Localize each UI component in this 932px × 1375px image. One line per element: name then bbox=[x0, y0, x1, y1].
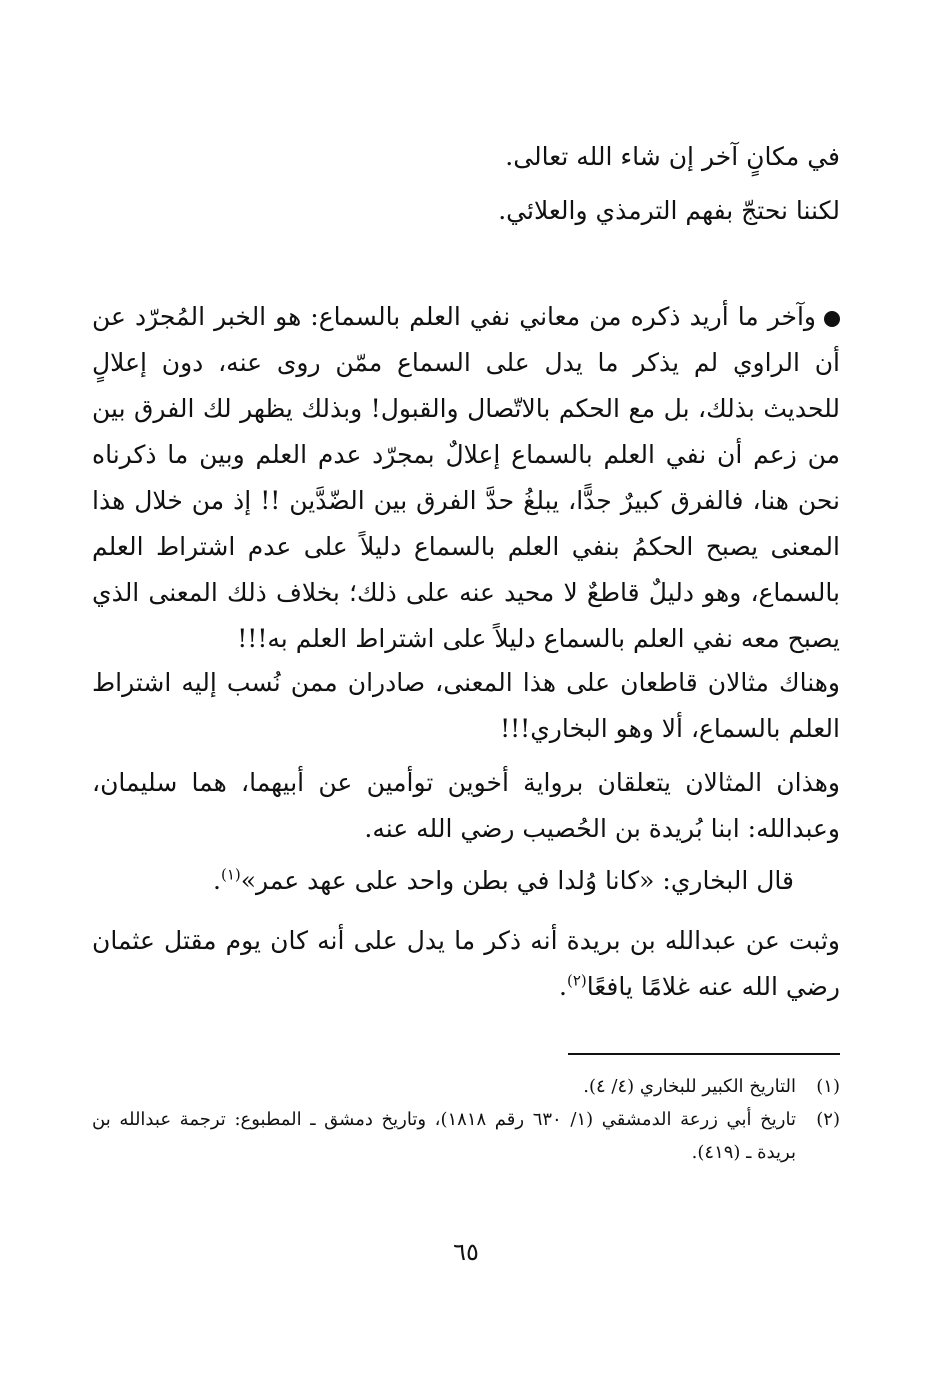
footnote-ref-1: (١) bbox=[220, 865, 241, 884]
footnote-text: التاريخ الكبير للبخاري (٤/ ٤). bbox=[583, 1076, 796, 1097]
bukhari-quote-end: . bbox=[213, 866, 221, 895]
book-page bbox=[92, 0, 840, 1375]
footnote-item bbox=[92, 1070, 840, 1103]
main-paragraph-text: وآخر ما أريد ذكره من معاني نفي العلم بالسماع: هو الخبر المُجرّد عن أن الراوي لم يذكر ما يدل على السماع ممّن روى عنه، دون إعلالٍ للحديث بذلك، بل مع الحكم بالاتّصال والقبول! وبذلك يظهر لك الفرق بين من زعم أن نفي العلم بالسماع إعلالٌ بمجرّد عدم العلم وبين ما ذكرناه نحن هنا، فالفرق كبيرٌ جدًّا، يبلغُ حدَّ الفرق بين الضّدَّين !! إذ من خلال هذا المعنى يصبح الحكمُ بنفي العلم بالسماع دليلاً على عدم اشتراط العلم بالسماع، وهو دليلٌ قاطعٌ لا محيد عنه على ذلك؛ بخلاف ذلك المعنى الذي يصبح معه نفي العلم بالسماع دليلاً على اشتراط العلم به!!! bbox=[92, 302, 840, 653]
footnote-text: تاريخ أبي زرعة الدمشقي (١/ ٦٣٠ رقم ١٨١٨)، وتاريخ دمشق ـ المطبوع: ترجمة عبدالله بن بريدة ـ (٤١٩). bbox=[92, 1109, 796, 1163]
last-paragraph-end: . bbox=[559, 972, 567, 1001]
page-number: ٦٥ bbox=[453, 1238, 479, 1266]
main-paragraph bbox=[92, 294, 840, 662]
bukhari-quote-paragraph bbox=[92, 858, 794, 904]
last-paragraph-text: وثبت عن عبدالله بن بريدة أنه ذكر ما يدل على أنه كان يوم مقتل عثمان رضي الله عنه غلامًا يافعًا bbox=[92, 926, 840, 1001]
footnote-number: (١) bbox=[816, 1076, 840, 1097]
intro-line-1: في مكانٍ آخر إن شاء الله تعالى. bbox=[505, 142, 840, 171]
footnote-divider bbox=[568, 1053, 840, 1055]
footnotes bbox=[92, 1070, 840, 1169]
examples-detail-paragraph: وهذان المثالان يتعلقان برواية أخوين توأمين عن أبيهما، هما سليمان، وعبدالله: ابنا بُريدة بن الحُصيب رضي الله عنه. bbox=[92, 768, 840, 843]
examples-intro-paragraph: وهناك مثالان قاطعان على هذا المعنى، صادران ممن نُسب إليه اشتراط العلم بالسماع، ألا وهو البخاري!!! bbox=[92, 668, 840, 743]
footnote-number: (٢) bbox=[816, 1109, 840, 1130]
bukhari-quote-text: قال البخاري: «كانا وُلدا في بطن واحد على عهد عمر» bbox=[240, 866, 794, 895]
footnote-ref-2: (٢) bbox=[566, 971, 587, 990]
intro-line-2: لكننا نحتجّ بفهم الترمذي والعلائي. bbox=[498, 196, 840, 225]
last-paragraph bbox=[92, 918, 840, 1010]
footnote-item bbox=[92, 1103, 840, 1169]
bullet-icon bbox=[824, 311, 840, 327]
